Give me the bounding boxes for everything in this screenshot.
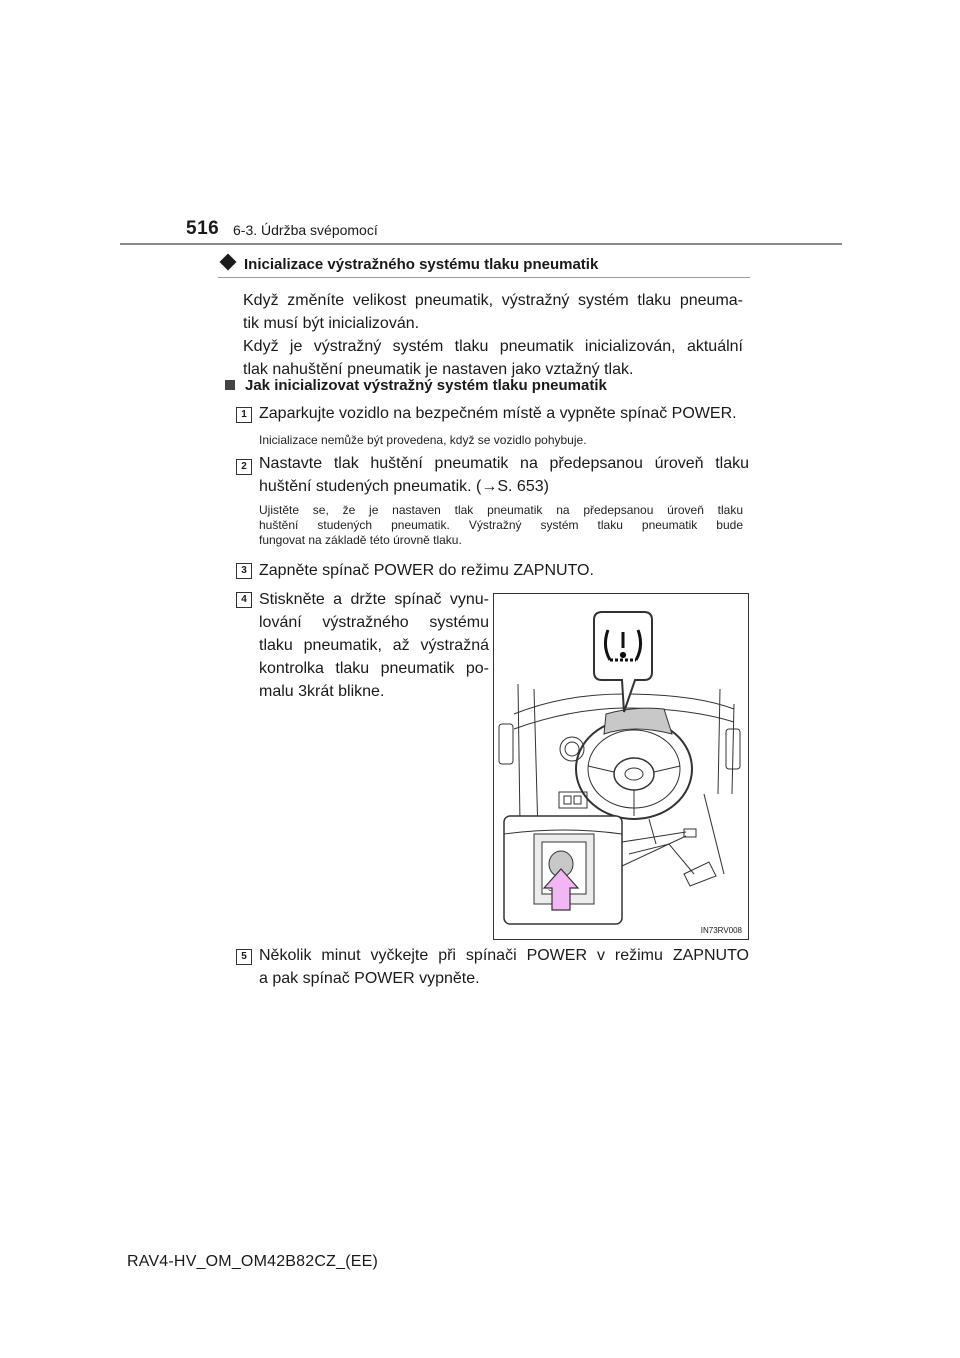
step-note [259,433,743,448]
note-line: Ujistěte se, že je nastaven tlak pneumatik na předepsanou úroveň tlaku [259,503,743,517]
step-number-badge: 1 [236,407,252,423]
figure-code: IN73RV008 [700,926,742,935]
step-text [259,402,749,425]
step-line: kontrolka tlaku pneumatik po- [259,660,489,677]
step-number-badge: 2 [236,459,252,475]
subsection-divider [218,277,750,278]
step-note [259,503,743,548]
square-bullet-icon [225,380,235,390]
step-text [259,559,749,582]
section-title: 6-3. Údržba svépomocí [233,222,378,238]
header-divider [120,243,842,245]
step-line: Zaparkujte vozidlo na bezpečném místě a vypněte spínač POWER. [259,405,737,422]
step-line: malu 3krát blikne. [259,683,385,700]
intro-paragraph [243,289,743,381]
intro-line: Když je výstražný systém tlaku pneumatik inicializován, aktuální [243,338,743,355]
step-line: Stiskněte a držte spínač vynu- [259,591,489,608]
howto-title: Jak inicializovat výstražný systém tlaku pneumatik [245,377,607,394]
step-line: tlaku pneumatik, až výstražná [259,637,489,654]
intro-line: tlak nahuštění pneumatik je nastaven jako vztažný tlak. [243,361,634,378]
diamond-bullet-icon [220,254,237,271]
step-number-badge: 5 [236,949,252,965]
step-line: huštění studených pneumatik. (→S. 653) [259,478,549,495]
page-number: 516 [186,218,220,239]
step-line: a pak spínač POWER vypněte. [259,970,480,987]
note-line: huštění studených pneumatik. Výstražný systém tlaku pneumatik bude [259,518,743,532]
step-line: Zapněte spínač POWER do režimu ZAPNUTO. [259,562,594,579]
note-line: Inicializace nemůže být provedena, když se vozidlo pohybuje. [259,433,587,447]
howto-heading [225,377,607,394]
subsection-heading [218,256,598,273]
note-line: fungovat na základě této úrovně tlaku. [259,533,462,547]
callout-bubble [594,612,652,712]
dashboard-illustration [493,593,749,940]
step-number-badge: 4 [236,592,252,608]
dashboard-drawing [494,594,748,939]
intro-line: tik musí být inicializován. [243,315,420,332]
document-code: RAV4-HV_OM_OM42B82CZ_(EE) [127,1253,378,1270]
step-text [259,588,489,703]
step-text [259,944,749,990]
step-number-badge: 3 [236,563,252,579]
subsection-title: Inicializace výstražného systému tlaku pneumatik [244,256,599,273]
intro-line: Když změníte velikost pneumatik, výstražný systém tlaku pneuma- [243,292,743,309]
step-text [259,452,749,498]
step-line: lování výstražného systému [259,614,489,631]
step-line: Nastavte tlak huštění pneumatik na předepsanou úroveň tlaku [259,455,749,472]
step-line: Několik minut vyčkejte při spínači POWER v režimu ZAPNUTO [259,947,749,964]
